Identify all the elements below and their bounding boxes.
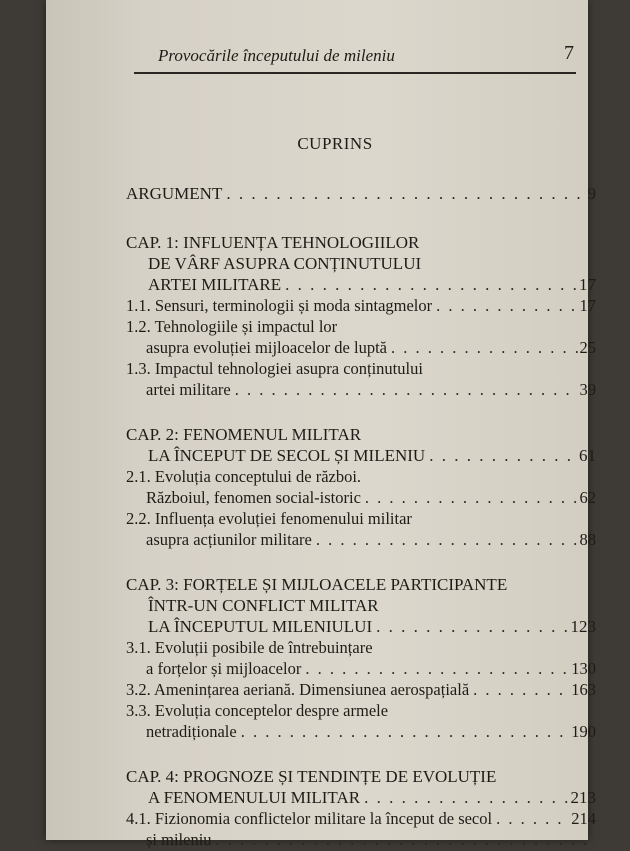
toc-chapter-1-line1: CAP. 1: INFLUENȚA TEHNOLOGIILOR — [126, 233, 420, 252]
header-rule — [134, 72, 576, 74]
toc-section-2-1-line2: Războiul, fenomen social-istoric . . . 62 — [126, 488, 596, 509]
toc-section-3-1-line1: 3.1. Evoluții posibile de întrebuințare — [126, 638, 373, 657]
running-title: Provocările începutului de mileniu — [158, 46, 395, 65]
toc-section-4-1-line2: și mileniu . . . — [126, 830, 596, 851]
toc-section-1-2-line2: asupra evoluției mijloacelor de luptă . . . 25 — [126, 338, 596, 359]
toc-entry-argument: ARGUMENT . . . 9 — [126, 184, 596, 205]
toc-section-2-1-line1: 2.1. Evoluția conceptului de război. — [126, 467, 362, 486]
toc-section-3-1-line2: a forțelor și mijloacelor . . . 130 — [126, 659, 596, 680]
toc-chapter-2-line2: LA ÎNCEPUT DE SECOL ȘI MILENIU . . . 61 — [126, 446, 596, 467]
book-page — [46, 0, 596, 849]
running-header — [116, 44, 576, 68]
toc-section-3-2: 3.2. Amenințarea aeriană. Dimensiunea aerospațială . . . 163 — [126, 680, 596, 701]
toc-section-2-2-line2: asupra acțiunilor militare . . . 88 — [126, 530, 596, 551]
toc-section-1-3-line1: 1.3. Impactul tehnologiei asupra conținutului — [126, 359, 423, 378]
toc-title: CUPRINS — [297, 134, 373, 153]
toc-chapter-4-line2: A FENOMENULUI MILITAR . . . 213 — [126, 788, 596, 809]
toc-chapter-2-line1: CAP. 2: FENOMENUL MILITAR — [126, 425, 362, 444]
toc-section-3-3-line2: netradiționale . . . 190 — [126, 722, 596, 743]
toc-section-4-1-line1: 4.1. Fizionomia conflictelor militare la început de secol . . . 214 — [126, 809, 596, 830]
toc-chapter-3-line2: ÎNTR-UN CONFLICT MILITAR — [148, 596, 379, 615]
toc-section-1-2-line1: 1.2. Tehnologiile și impactul lor — [126, 317, 338, 336]
page-number: 7 — [564, 42, 574, 64]
table-of-contents — [126, 184, 596, 851]
toc-chapter-1-line2: DE VÂRF ASUPRA CONȚINUTULUI — [148, 254, 422, 273]
toc-chapter-3-line3: LA ÎNCEPUTUL MILENIULUI . . . 123 — [126, 617, 596, 638]
toc-chapter-4-line1: CAP. 4: PROGNOZE ȘI TENDINȚE DE EVOLUȚIE — [126, 767, 497, 786]
toc-section-2-2-line1: 2.2. Influența evoluției fenomenului militar — [126, 509, 412, 528]
toc-section-1-1: 1.1. Sensuri, terminologii și moda sintagmelor . . . 17 — [126, 296, 596, 317]
toc-chapter-3-line1: CAP. 3: FORȚELE ȘI MIJLOACELE PARTICIPANTE — [126, 575, 508, 594]
toc-chapter-1-line3: ARTEI MILITARE . . . 17 — [126, 275, 596, 296]
toc-section-3-3-line1: 3.3. Evoluția conceptelor despre armele — [126, 701, 389, 720]
toc-section-1-3-line2: artei militare . . . 39 — [126, 380, 596, 401]
